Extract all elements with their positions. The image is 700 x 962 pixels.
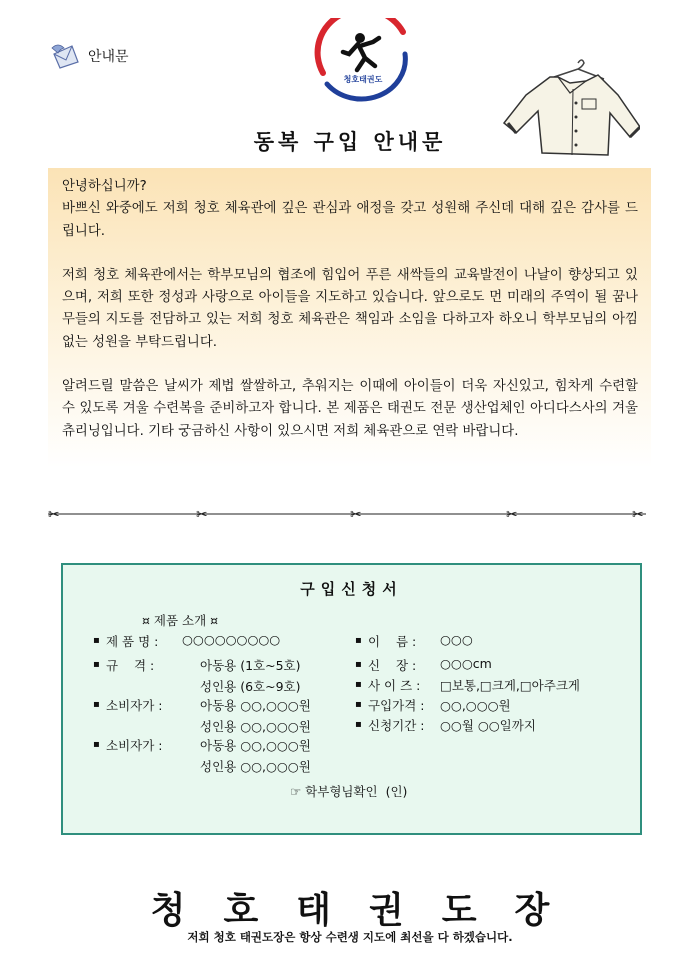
section-label: ¤ 제품 소개 ¤ bbox=[142, 613, 219, 628]
letter-icon bbox=[50, 42, 82, 70]
name-label: 이 름 : bbox=[368, 634, 417, 649]
letter-paragraph-1: 바쁘신 와중에도 저희 청호 체육관에 깊은 관심과 애정을 갖고 성원해 주신데 대해 깊은 감사를 드립니다. bbox=[62, 201, 638, 239]
name-value[interactable]: ○○○ bbox=[440, 632, 473, 647]
form-title: 구입신청서 bbox=[300, 580, 403, 598]
academy-motto: 저희 청호 태권도장은 항상 수련생 지도에 최선을 다 하겠습니다. bbox=[187, 930, 513, 944]
height-label: 신 장 : bbox=[368, 658, 417, 673]
letter-paragraph-3: 알려드릴 말씀은 날씨가 제법 쌀쌀하고, 추워지는 이때에 아이들이 더욱 자신있고, 힘차게 수련할 수 있도록 겨울 수련복을 준비하고자 합니다. 본 제품은 태권도 전문 생산업체인 아디다스사의 겨울츄리닝입니다. 기타 궁금하신 사항이 있으시면 저희 체육관으로 연락 바랍니다. bbox=[62, 379, 638, 439]
purchase-price-value[interactable]: ○○,○○○원 bbox=[440, 698, 511, 713]
bullet-icon: ▪ bbox=[355, 699, 362, 710]
size-options[interactable]: □보통,□크게,□아주크게 bbox=[440, 678, 580, 693]
product-name-value[interactable]: ○○○○○○○○○ bbox=[182, 632, 281, 647]
letter-greeting: 안녕하십니까? bbox=[62, 179, 147, 194]
letter-body bbox=[62, 176, 638, 443]
svg-text:✂: ✂ bbox=[506, 507, 518, 522]
cut-line bbox=[48, 506, 646, 522]
bullet-icon: ▪ bbox=[355, 679, 362, 690]
consumer-price-adult-2: 성인용 ○○,○○○원 bbox=[200, 759, 311, 774]
svg-text:✂: ✂ bbox=[48, 507, 60, 522]
consumer-price-label-2: 소비자가 : bbox=[106, 738, 163, 753]
bullet-icon: ▪ bbox=[93, 635, 100, 646]
period-label: 신청기간 : bbox=[368, 718, 425, 733]
height-value[interactable]: ○○○cm bbox=[440, 656, 492, 671]
notice-tag bbox=[50, 42, 129, 70]
consumer-price-child: 아동용 ○○,○○○원 bbox=[200, 698, 311, 713]
bullet-icon: ▪ bbox=[355, 635, 362, 646]
consumer-price-child-2: 아동용 ○○,○○○원 bbox=[200, 738, 311, 753]
svg-text:✂: ✂ bbox=[350, 507, 362, 522]
purchase-price-label: 구입가격 : bbox=[368, 698, 425, 713]
consumer-price-label: 소비자가 : bbox=[106, 698, 163, 713]
academy-logo bbox=[313, 18, 413, 108]
document-title: 동복 구입 안내문 bbox=[253, 130, 447, 154]
bullet-icon: ▪ bbox=[93, 739, 100, 750]
svg-text:✂: ✂ bbox=[632, 507, 644, 522]
product-name-label: 제 품 명 : bbox=[106, 634, 159, 649]
period-value[interactable]: ○○월 ○○일까지 bbox=[440, 718, 536, 733]
academy-name: 청호태권도장 bbox=[150, 889, 588, 931]
bullet-icon: ▪ bbox=[93, 659, 100, 670]
notice-tag-label: 안내문 bbox=[88, 49, 129, 65]
letter-paragraph-2: 저희 청호 체육관에서는 학부모님의 협조에 힘입어 푸른 새싹들의 교육발전이 나날이 향상되고 있으며, 저희 또한 정성과 사랑으로 아이들을 지도하고 있습니다. 앞으로도 먼 미래의 주역이 될 꿈나무들의 지도를 전담하고 있는 저희 청호 체육관은 책임과 소임을 다하고자 하오니 학부모님의 아낌없는 성원을 부탁드립니다. bbox=[62, 267, 638, 350]
svg-text:✂: ✂ bbox=[196, 507, 208, 522]
spec-adult: 성인용 (6호~9호) bbox=[200, 679, 301, 694]
bullet-icon: ▪ bbox=[355, 659, 362, 670]
size-label: 사 이 즈 : bbox=[368, 678, 421, 693]
bullet-icon: ▪ bbox=[355, 719, 362, 730]
logo-text: 청호태권도 bbox=[343, 75, 383, 84]
spec-label: 규 격 : bbox=[106, 658, 155, 673]
spec-child: 아동용 (1호~5호) bbox=[200, 658, 301, 673]
parent-confirmation[interactable]: ☞ 학부형님확인 (인) bbox=[290, 784, 408, 799]
consumer-price-adult: 성인용 ○○,○○○원 bbox=[200, 719, 311, 734]
bullet-icon: ▪ bbox=[93, 699, 100, 710]
